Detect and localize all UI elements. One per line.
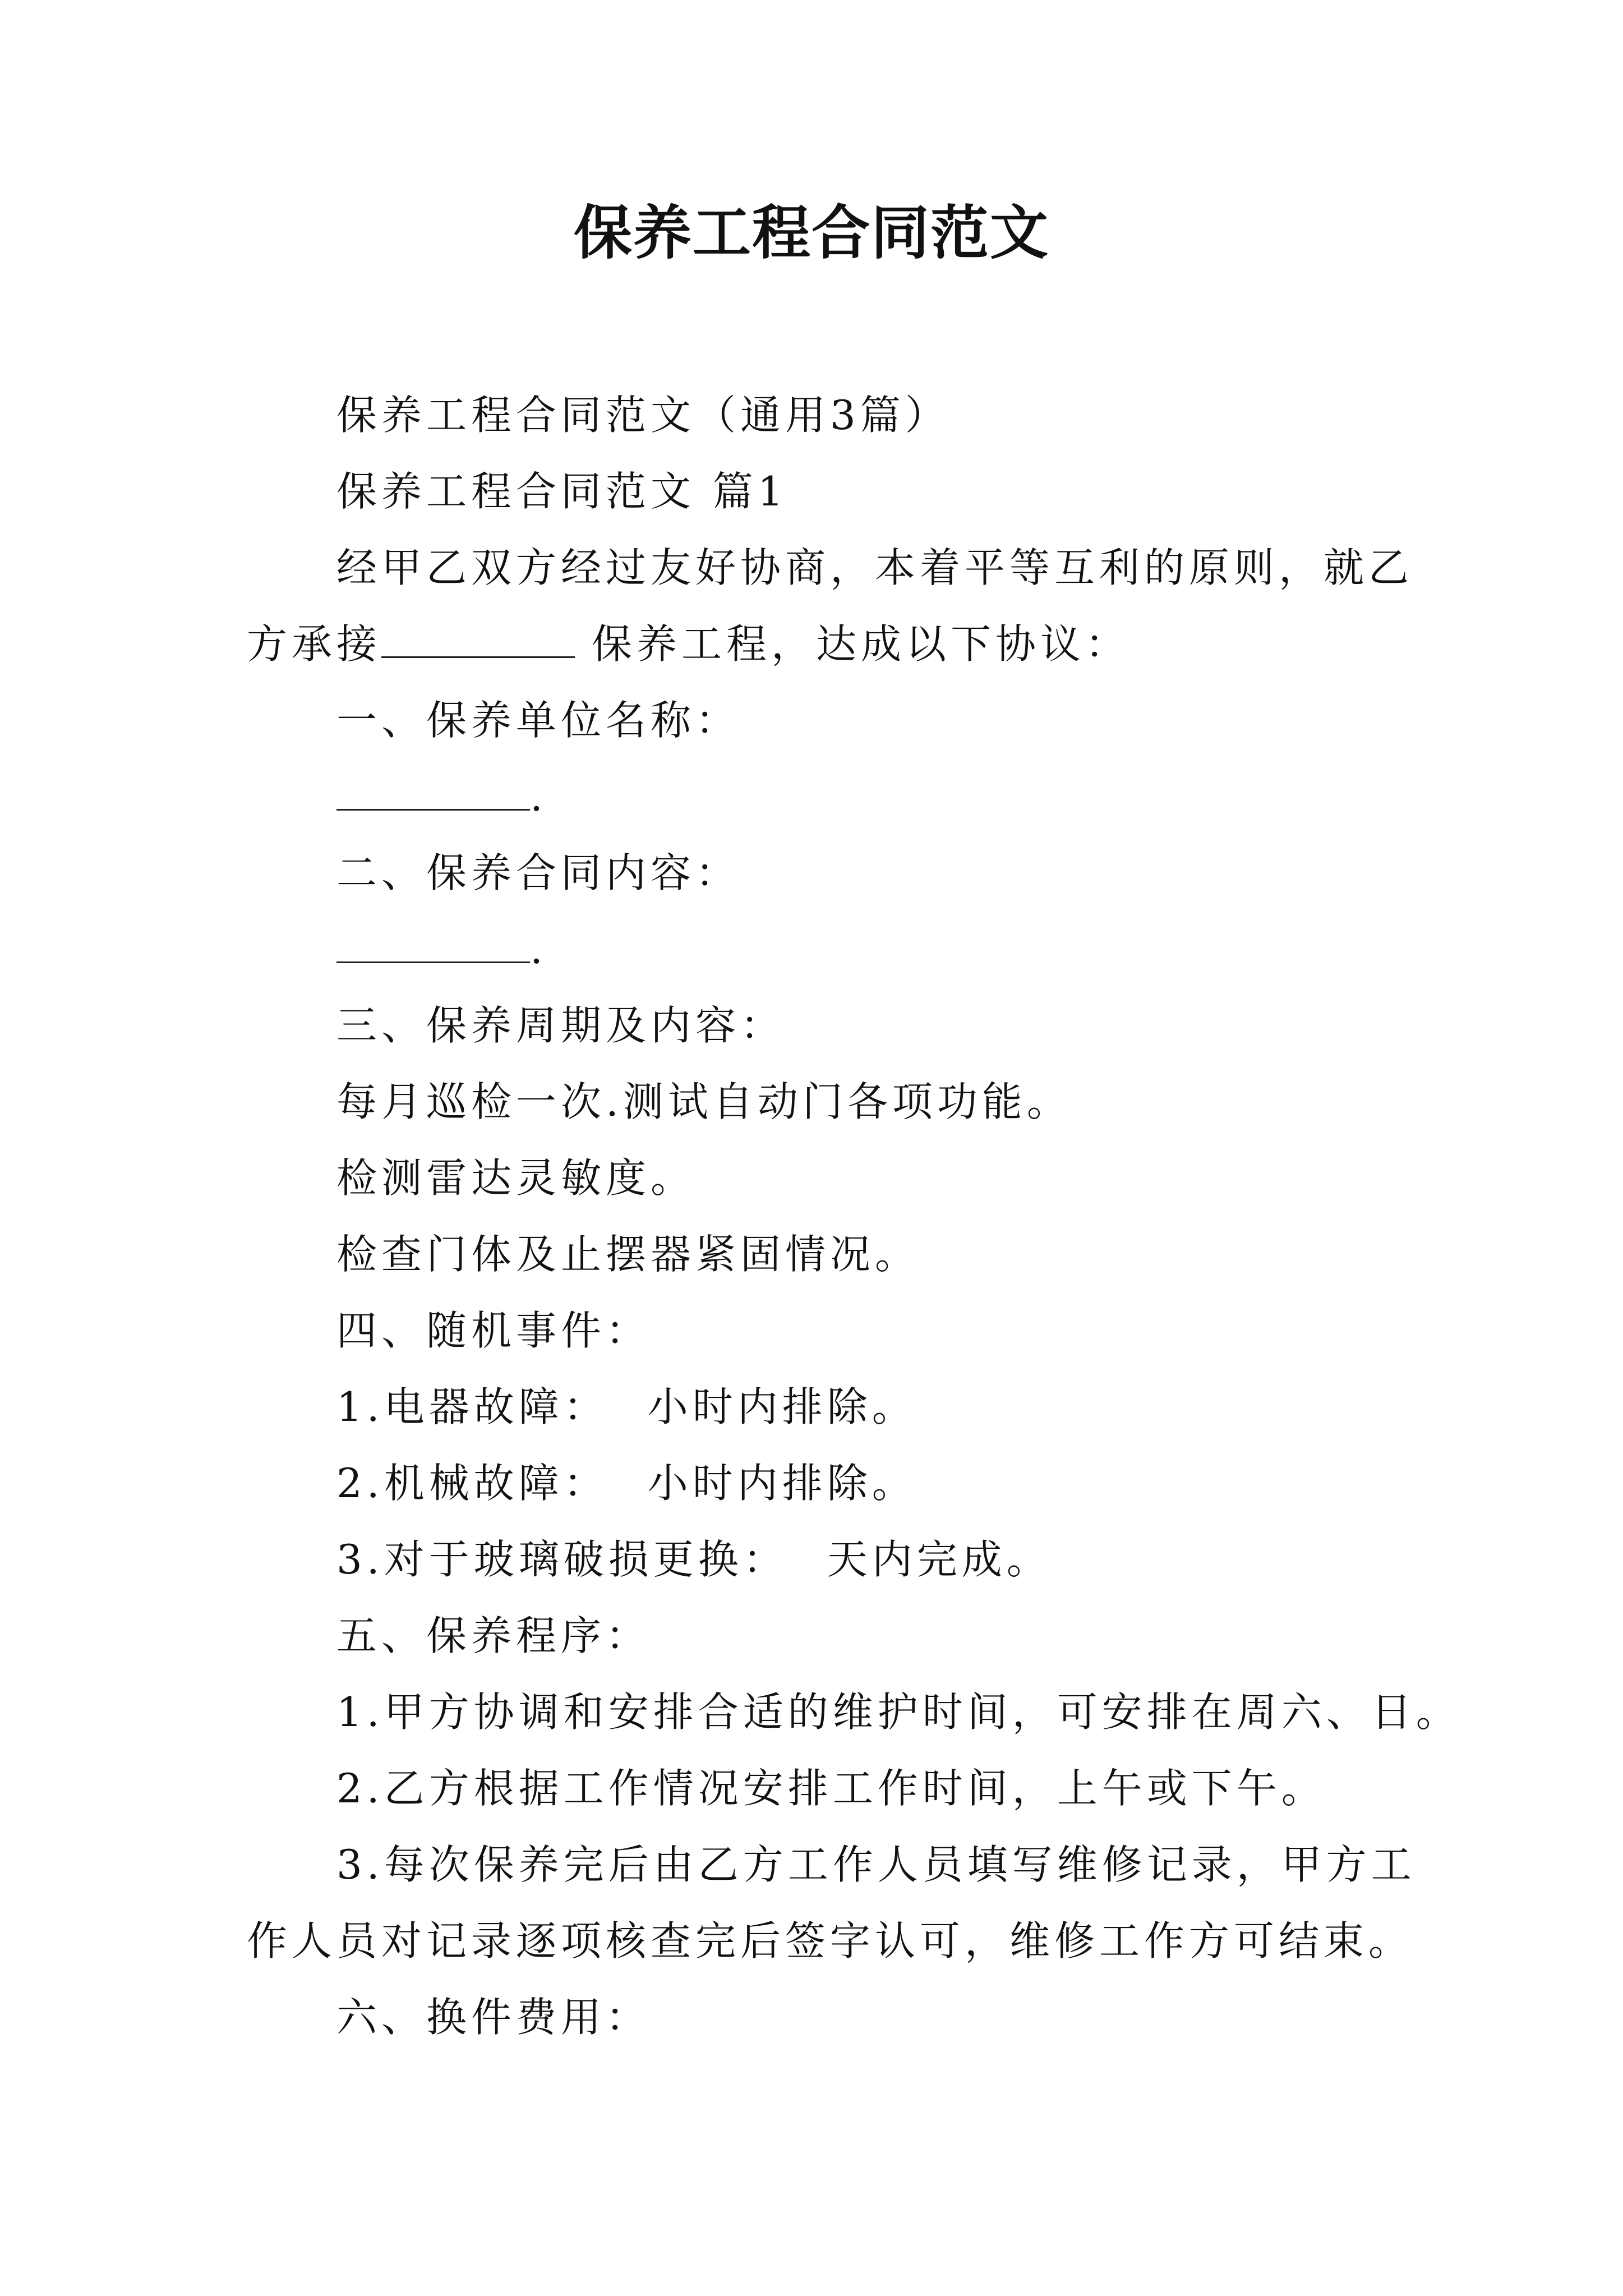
document-title: 保养工程合同范文 [573, 198, 1049, 267]
item3-line2: 检测雷达灵敏度。 [336, 1154, 696, 1202]
item4-line3-prefix: 3.对于玻璃破损更换： [336, 1536, 788, 1583]
item1-value [336, 769, 547, 825]
item6-heading: 六、换件费用： [336, 1994, 651, 2041]
contract-content-blank [336, 928, 530, 963]
item4-line3-suffix: 天内完成。 [827, 1536, 1052, 1583]
item1-value-suffix: . [530, 773, 547, 820]
item2-value-suffix: . [530, 926, 547, 973]
intro-paragraph-line1: 经甲乙双方经过友好协商，本着平等互利的原则，就乙 [336, 544, 1414, 591]
item4-heading: 四、随机事件： [336, 1307, 651, 1354]
item4-line3 [336, 1531, 1052, 1588]
item5-line1: 1.甲方协调和安排合适的维护时间，可安排在周六、日。 [336, 1688, 1461, 1736]
item2-value [336, 921, 547, 977]
item4-line1-prefix: 1.电器故障： [336, 1383, 608, 1430]
item3-line3: 检查门体及止摆器紧固情况。 [336, 1231, 920, 1278]
item4-line1 [336, 1379, 917, 1435]
item4-line2 [336, 1455, 917, 1511]
intro-suffix: 保养工程，达成以下协议： [592, 620, 1131, 668]
item3-heading: 三、保养周期及内容： [336, 1002, 786, 1049]
item1-heading: 一、保养单位名称： [336, 697, 741, 744]
item5-line3-part2: 作人员对记录逐项核查完后签字认可，维修工作方可结束。 [247, 1917, 1414, 1964]
intro-paragraph-line2 [247, 616, 1130, 672]
item4-line2-suffix: 小时内排除。 [647, 1460, 917, 1507]
item5-line2: 2.乙方根据工作情况安排工作时间，上午或下午。 [336, 1765, 1326, 1812]
project-name-blank [381, 623, 575, 658]
item5-heading: 五、保养程序： [336, 1612, 651, 1659]
unit-name-blank [336, 775, 530, 811]
section-heading: 保养工程合同范文 篇1 [336, 468, 788, 515]
item3-line1: 每月巡检一次.测试自动门各项功能。 [336, 1078, 1072, 1125]
item4-line1-suffix: 小时内排除。 [647, 1383, 917, 1430]
item5-line3-part1: 3.每次保养完后由乙方工作人员填写维修记录，甲方工 [336, 1841, 1416, 1888]
intro-prefix: 方承接 [247, 620, 382, 668]
document-subtitle: 保养工程合同范文（通用3篇） [336, 392, 950, 439]
item2-heading: 二、保养合同内容： [336, 849, 741, 896]
item4-line2-prefix: 2.机械故障： [336, 1460, 608, 1507]
